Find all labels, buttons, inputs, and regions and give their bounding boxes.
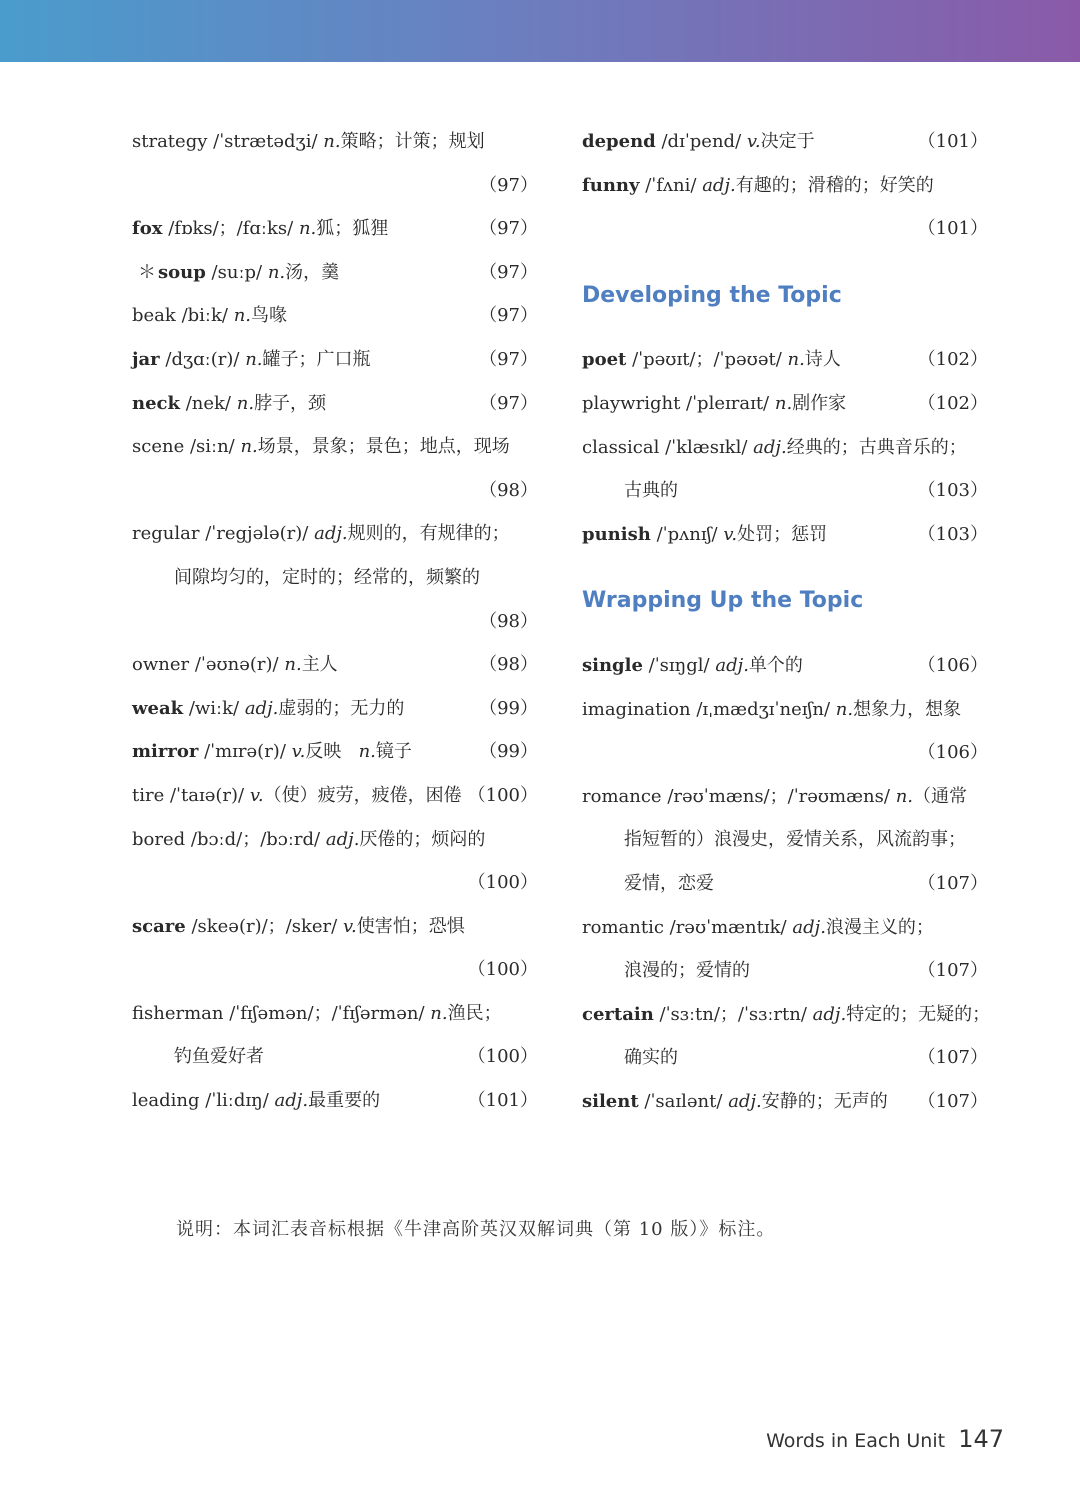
page-reference: （99） [479, 741, 538, 763]
phonetic: /ˈpəʊɪt/；/ˈpəʊət/ [632, 349, 782, 371]
definition: 有趣的；滑稽的；好笑的 [735, 174, 934, 196]
section-heading: Developing the Topic [582, 282, 842, 308]
part-of-speech: adj. [792, 916, 826, 938]
vocab-entry [132, 294, 538, 338]
definition: 爱情，恋爱 [624, 872, 714, 894]
page-reference: （97） [479, 218, 538, 240]
part-of-speech: n. [787, 349, 805, 371]
page-reference: （98） [479, 479, 538, 501]
vocab-entry [582, 120, 988, 164]
vocab-entry [132, 905, 538, 949]
vocab-entry [582, 382, 988, 426]
headword: owner [132, 654, 190, 676]
part-of-speech: n. [245, 348, 263, 370]
part-of-speech: adj. [325, 828, 360, 850]
definition: 古典的 [624, 480, 678, 502]
page-reference: （98） [479, 610, 538, 632]
part-of-speech: v. [342, 915, 357, 937]
page-reference: （100） [467, 959, 538, 981]
page-reference: （103） [917, 523, 988, 545]
phonetic: /bɔːd/；/bɔːrd/ [190, 828, 321, 850]
part-of-speech: n. [895, 785, 914, 807]
entry-continuation [132, 469, 538, 513]
vocab-column-right [582, 120, 991, 1123]
phonetic: /ˈpʌnɪʃ/ [656, 523, 718, 545]
headword: single [582, 654, 643, 676]
page-reference: （101） [917, 131, 988, 152]
phonetic: /ˈstrætədʒi/ [213, 131, 318, 152]
headword: beak [132, 305, 176, 327]
page-reference: （100） [467, 872, 538, 894]
page-footer [766, 1425, 1004, 1453]
headword: silent [582, 1090, 639, 1112]
phonetic: /fɒks/；/fɑːks/ [168, 218, 294, 240]
page-reference: （101） [917, 218, 988, 240]
headword: mirror [132, 741, 199, 763]
definition: 汤，羹 [285, 261, 340, 283]
page-reference: （99） [479, 697, 538, 719]
headword: bored [132, 828, 186, 850]
part-of-speech: n. [835, 698, 854, 720]
headword: scene [132, 436, 185, 458]
headword: weak [132, 697, 184, 719]
part-of-speech: adj. [728, 1090, 762, 1112]
part-of-speech: n. [236, 392, 255, 414]
vocab-entry [132, 512, 538, 556]
vocab-column-left [132, 120, 538, 1123]
headword: punish [582, 523, 651, 545]
page-reference: （107） [917, 960, 988, 982]
phonetic: /rəʊˈmæntɪk/ [669, 916, 787, 938]
entry-continuation [132, 164, 538, 208]
page-reference: （102） [917, 349, 988, 371]
vocab-entry [132, 774, 538, 818]
definition: 脖子，颈 [254, 392, 327, 414]
page-reference: （107） [917, 1090, 988, 1112]
entry-continuation [132, 948, 538, 992]
part-of-speech: adj. [715, 654, 749, 676]
part-of-speech: adj. [314, 523, 348, 545]
phonetic: /siːn/ [189, 436, 235, 458]
phonetic: /ˈsɪŋgl/ [648, 654, 710, 676]
vocab-entry [582, 688, 988, 732]
page-reference: （103） [917, 480, 988, 502]
vocab-entry [582, 993, 991, 1037]
headword: strategy [132, 131, 208, 152]
section-heading: Wrapping Up the Topic [582, 588, 864, 614]
definition: 最重要的 [308, 1090, 381, 1112]
part-of-speech: v. [746, 131, 761, 152]
definition: 处罚；惩罚 [737, 523, 828, 545]
vocab-entry [582, 164, 988, 208]
definition: 想象力，想象 [853, 698, 962, 720]
part-of-speech: n. [298, 218, 317, 240]
phonetic: /ˈfɪʃəmən/；/ˈfɪʃərmən/ [229, 1002, 425, 1024]
headword: leading [132, 1090, 200, 1112]
entry-continuation [582, 731, 988, 775]
part-of-speech: n. [267, 261, 286, 283]
definition: 反映 [305, 741, 342, 763]
page-reference: （97） [479, 261, 538, 283]
definition: 指短暂的）浪漫史，爱情关系，风流韵事； [624, 829, 966, 851]
phonetic: /ˈklæsɪkl/ [665, 436, 748, 458]
vocab-entry [132, 382, 538, 426]
entry-continuation [582, 469, 988, 513]
phonetic: /dɪˈpend/ [661, 131, 742, 152]
vocab-entry [132, 687, 538, 731]
phonetic: /dʒɑː(r)/ [165, 348, 240, 370]
headword: classical [582, 436, 660, 458]
headword: jar [132, 348, 160, 370]
page-reference: （97） [479, 305, 538, 327]
definition: 浪漫的；爱情的 [624, 960, 750, 982]
vocab-entry [582, 775, 988, 819]
page-reference: （106） [917, 742, 988, 764]
vocab-entry [582, 1080, 988, 1124]
definition: 鸟喙 [251, 305, 288, 327]
definition: （使）疲劳，疲倦，困倦 [263, 784, 462, 806]
starred-marker: ＊ [138, 261, 156, 283]
part-of-speech: adj. [812, 1003, 847, 1025]
page-reference: （107） [917, 1047, 988, 1069]
headword: fox [132, 218, 163, 240]
page-reference: （100） [467, 1046, 538, 1068]
vocab-entry [582, 644, 988, 688]
vocab-entry [132, 992, 538, 1036]
definition: 狐；狐狸 [316, 218, 389, 240]
definition: 特定的；无疑的； [846, 1003, 991, 1025]
definition: 主人 [301, 654, 338, 676]
definition: 镜子 [375, 741, 412, 763]
vocab-entry [132, 818, 538, 862]
headword: depend [582, 131, 656, 152]
headword: soup [158, 261, 206, 283]
vocab-entry [132, 251, 538, 295]
entry-continuation [582, 862, 988, 906]
top-banner [0, 0, 1080, 62]
phonetic: /ˈfʌni/ [645, 174, 697, 196]
vocab-entry [132, 643, 538, 687]
part-of-speech: adj. [274, 1090, 309, 1112]
definition: 厌倦的；烦闷的 [359, 828, 486, 850]
part-of-speech: n. [774, 392, 793, 414]
phonetic: /ˈtaɪə(r)/ [169, 784, 245, 806]
page-reference: （100） [467, 784, 538, 806]
phonetic: /ˈsaɪlənt/ [644, 1090, 723, 1112]
entry-continuation [132, 556, 538, 600]
headword: regular [132, 523, 200, 545]
headword: neck [132, 392, 180, 414]
definition: 渔民； [447, 1002, 502, 1024]
definition: 浪漫主义的； [825, 916, 934, 938]
part-of-speech: v. [723, 523, 738, 545]
part-of-speech: n. [284, 654, 302, 676]
vocab-entry [582, 513, 988, 557]
vocab-entry [132, 120, 538, 164]
vocab-entry [132, 1079, 538, 1123]
headword: tire [132, 784, 165, 806]
page-reference: （102） [917, 392, 988, 414]
headword: fisherman [132, 1002, 224, 1024]
definition: 使害怕；恐惧 [356, 915, 465, 937]
phonetic: /ˈmɪrə(r)/ [204, 741, 286, 763]
part-of-speech: adj. [753, 436, 787, 458]
vocab-entry [132, 207, 538, 251]
headword: romantic [582, 916, 664, 938]
page-reference: （97） [479, 392, 538, 414]
entry-continuation [132, 1035, 538, 1079]
part-of-speech: n. [240, 436, 258, 458]
entry-continuation [582, 207, 988, 251]
page-reference: （97） [479, 348, 538, 370]
page-reference: （107） [917, 872, 988, 894]
part-of-speech: n. [430, 1002, 448, 1024]
phonetic: /nek/ [185, 392, 231, 414]
entry-continuation [582, 949, 988, 993]
entry-continuation [582, 818, 988, 862]
phonetic: /ɪˌmædʒɪˈneɪʃn/ [696, 698, 831, 720]
headword: funny [582, 174, 640, 196]
phonetic: /ˈliːdɪŋ/ [205, 1090, 269, 1112]
part-of-speech: n. [323, 131, 341, 152]
phonetic: /rəʊˈmæns/；/ˈrəʊmæns/ [667, 785, 890, 807]
headword: playwright [582, 392, 681, 414]
definition: 间隙均匀的，定时的；经常的，频繁的 [174, 566, 480, 588]
page-reference: （97） [479, 174, 538, 196]
headword: certain [582, 1003, 654, 1025]
page-reference: （106） [917, 654, 988, 676]
phonetic: /suːp/ [211, 261, 263, 283]
definition: 规则的，有规律的； [347, 523, 510, 545]
vocab-entry [582, 426, 988, 470]
phonetic: /ˈregjələ(r)/ [205, 523, 309, 545]
definition: 决定于 [760, 131, 815, 152]
phonetic: /ˈəʊnə(r)/ [194, 654, 279, 676]
definition: 罐子；广口瓶 [262, 348, 371, 370]
vocab-entry [132, 338, 538, 382]
definition: 剧作家 [792, 392, 847, 414]
page-number: 147 [958, 1425, 1004, 1453]
headword: imagination [582, 698, 691, 720]
part-of-speech: adj. [702, 174, 736, 196]
definition: 诗人 [804, 349, 841, 371]
definition: 安静的；无声的 [761, 1090, 888, 1112]
vocab-entry [582, 338, 988, 382]
entry-continuation [582, 1036, 988, 1080]
entry-continuation [132, 600, 538, 644]
vocab-entry [132, 425, 538, 469]
phonetic: /ˈpleɪraɪt/ [686, 392, 770, 414]
footer-section-title: Words in Each Unit [766, 1430, 946, 1452]
definition: 单个的 [748, 654, 803, 676]
definition: （通常 [913, 785, 968, 807]
phonetic: /ˈsɜːtn/；/ˈsɜːrtn/ [659, 1003, 807, 1025]
page-reference: （101） [467, 1090, 538, 1112]
headword: romance [582, 785, 662, 807]
footnote: 说明：本词汇表音标根据《牛津高阶英汉双解词典（第 10 版）》标注。 [176, 1219, 776, 1240]
phonetic: /wiːk/ [188, 697, 240, 719]
vocab-entry [582, 906, 988, 950]
phonetic: /skeə(r)/；/sker/ [191, 915, 338, 937]
part-of-speech: n. [358, 741, 376, 763]
definition: 场景，景象；景色；地点，现场 [257, 436, 510, 458]
definition: 经典的；古典音乐的； [786, 436, 967, 458]
headword: scare [132, 915, 186, 937]
part-of-speech: v. [291, 741, 306, 763]
headword: poet [582, 349, 627, 371]
definition: 虚弱的；无力的 [278, 697, 405, 719]
definition: 确实的 [624, 1047, 678, 1069]
page-reference: （98） [479, 654, 538, 676]
definition: 策略；计策；规划 [340, 131, 485, 152]
phonetic: /biːk/ [181, 305, 228, 327]
part-of-speech: n. [233, 305, 252, 327]
vocab-entry [132, 730, 538, 774]
definition: 钓鱼爱好者 [174, 1046, 264, 1068]
part-of-speech: adj. [244, 697, 279, 719]
entry-continuation [132, 861, 538, 905]
part-of-speech: v. [249, 784, 264, 806]
